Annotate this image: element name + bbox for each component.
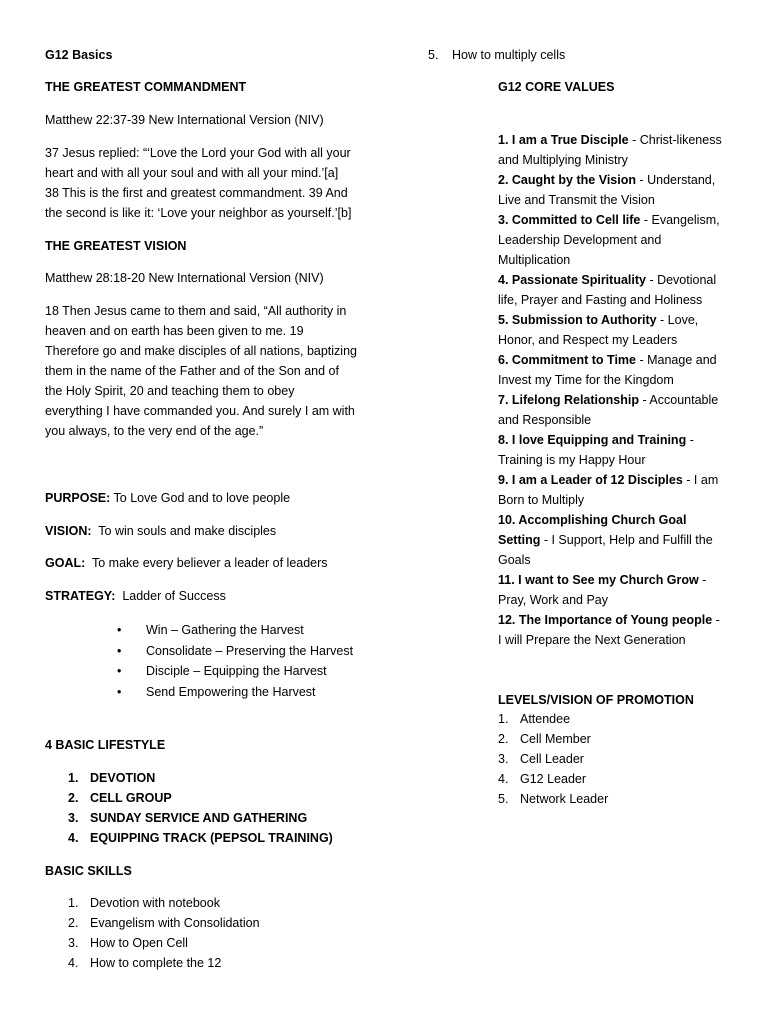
passage-line: you always, to the very end of the age.” (45, 424, 264, 438)
goal-line (45, 553, 328, 573)
passage-line: heart and with all your soul and with all your mind.’[a] (45, 166, 339, 180)
strategy-line (45, 586, 226, 606)
list-item: 3. How to Open Cell (68, 936, 188, 950)
core-value-item: 8. I love Equipping and Training - Training is my Happy Hour (498, 433, 694, 467)
passage-line: 38 This is the first and greatest commandment. 39 And (45, 186, 348, 200)
vision-reference: Matthew 28:18-20 New International Version (NIV) (45, 271, 324, 285)
vision-line (45, 521, 276, 541)
passage-line: everything I have commanded you. And surely I am with (45, 404, 355, 418)
core-value-item: 2. Caught by the Vision - Understand, Live and Transmit the Vision (498, 173, 716, 207)
goal-text: To make every believer a leader of leaders (85, 556, 328, 570)
list-item: • Disciple – Equipping the Harvest (117, 661, 397, 682)
commandment-heading: THE GREATEST COMMANDMENT (45, 80, 247, 94)
list-item: 1. DEVOTION (68, 771, 156, 785)
passage-line: 37 Jesus replied: “‘Love the Lord your God with all your (45, 146, 351, 160)
core-value-item: 6. Commitment to Time - Manage and Invest my Time for the Kingdom (498, 353, 717, 387)
core-value-item: 11. I want to See my Church Grow - Pray, Work and Pay (498, 573, 707, 607)
lifestyle-heading: 4 BASIC LIFESTYLE (45, 738, 166, 752)
passage-line: the Holy Spirit, 20 and teaching them to obey (45, 384, 295, 398)
skills-list (68, 893, 368, 973)
list-item: 2. Evangelism with Consolidation (68, 916, 260, 930)
list-item: 1. Attendee (498, 712, 571, 726)
core-values-list (498, 130, 723, 650)
lifestyle-list (68, 768, 368, 848)
core-value-item: 1. I am a True Disciple - Christ-likeness and Multiplying Ministry (498, 133, 722, 167)
strategy-list (117, 620, 397, 702)
list-item: 4. How to complete the 12 (68, 956, 222, 970)
list-item: 3. SUNDAY SERVICE AND GATHERING (68, 811, 308, 825)
list-item: 2. Cell Member (498, 732, 591, 746)
list-item: 2. CELL GROUP (68, 791, 172, 805)
purpose-line (45, 488, 290, 508)
vision-heading: THE GREATEST VISION (45, 239, 187, 253)
skills-item-5: 5. How to multiply cells (428, 48, 566, 62)
commandment-reference: Matthew 22:37-39 New International Version (NIV) (45, 113, 324, 127)
skills-heading: BASIC SKILLS (45, 864, 132, 878)
strategy-label: STRATEGY: (45, 589, 116, 603)
passage-line: Therefore go and make disciples of all nations, baptizing (45, 344, 357, 358)
core-value-item: 4. Passionate Spirituality - Devotional life, Prayer and Fasting and Holiness (498, 273, 717, 307)
core-values-heading: G12 CORE VALUES (498, 80, 615, 94)
core-value-item: 9. I am a Leader of 12 Disciples - I am Born to Multiply (498, 473, 719, 507)
document-title: G12 Basics (45, 48, 113, 62)
list-item: 3. Cell Leader (498, 752, 584, 766)
list-item: 5. Network Leader (498, 792, 609, 806)
list-item: • Win – Gathering the Harvest (117, 620, 397, 641)
core-value-item: 3. Committed to Cell life - Evangelism, Leadership Development and Multiplication (498, 213, 720, 267)
list-item: 1. Devotion with notebook (68, 896, 220, 910)
vision-text: To win souls and make disciples (91, 524, 277, 538)
purpose-label: PURPOSE: (45, 491, 111, 505)
core-value-item: 12. The Importance of Young people - I will Prepare the Next Generation (498, 613, 720, 647)
list-item: • Consolidate – Preserving the Harvest (117, 641, 397, 662)
vision-label: VISION: (45, 524, 92, 538)
strategy-text: Ladder of Success (115, 589, 226, 603)
core-value-item: 7. Lifelong Relationship - Accountable and Responsible (498, 393, 719, 427)
promotion-list (498, 709, 718, 809)
core-value-item: 10. Accomplishing Church Goal Setting - I Support, Help and Fulfill the Goals (498, 513, 713, 567)
goal-label: GOAL: (45, 556, 86, 570)
passage-line: 18 Then Jesus came to them and said, “All authority in (45, 304, 347, 318)
passage-line: them in the name of the Father and of the Son and of (45, 364, 339, 378)
list-item: 4. G12 Leader (498, 772, 587, 786)
promotion-heading: LEVELS/VISION OF PROMOTION (498, 693, 694, 707)
list-item: 4. EQUIPPING TRACK (PEPSOL TRAINING) (68, 831, 333, 845)
vision-passage (45, 301, 385, 441)
commandment-passage (45, 143, 385, 223)
purpose-text: To Love God and to love people (110, 491, 291, 505)
core-value-item: 5. Submission to Authority - Love, Honor, and Respect my Leaders (498, 313, 699, 347)
passage-line: heaven and on earth has been given to me. 19 (45, 324, 304, 338)
list-item: • Send Empowering the Harvest (117, 682, 397, 703)
passage-line: the second is like it: ‘Love your neighbor as yourself.’[b] (45, 206, 352, 220)
